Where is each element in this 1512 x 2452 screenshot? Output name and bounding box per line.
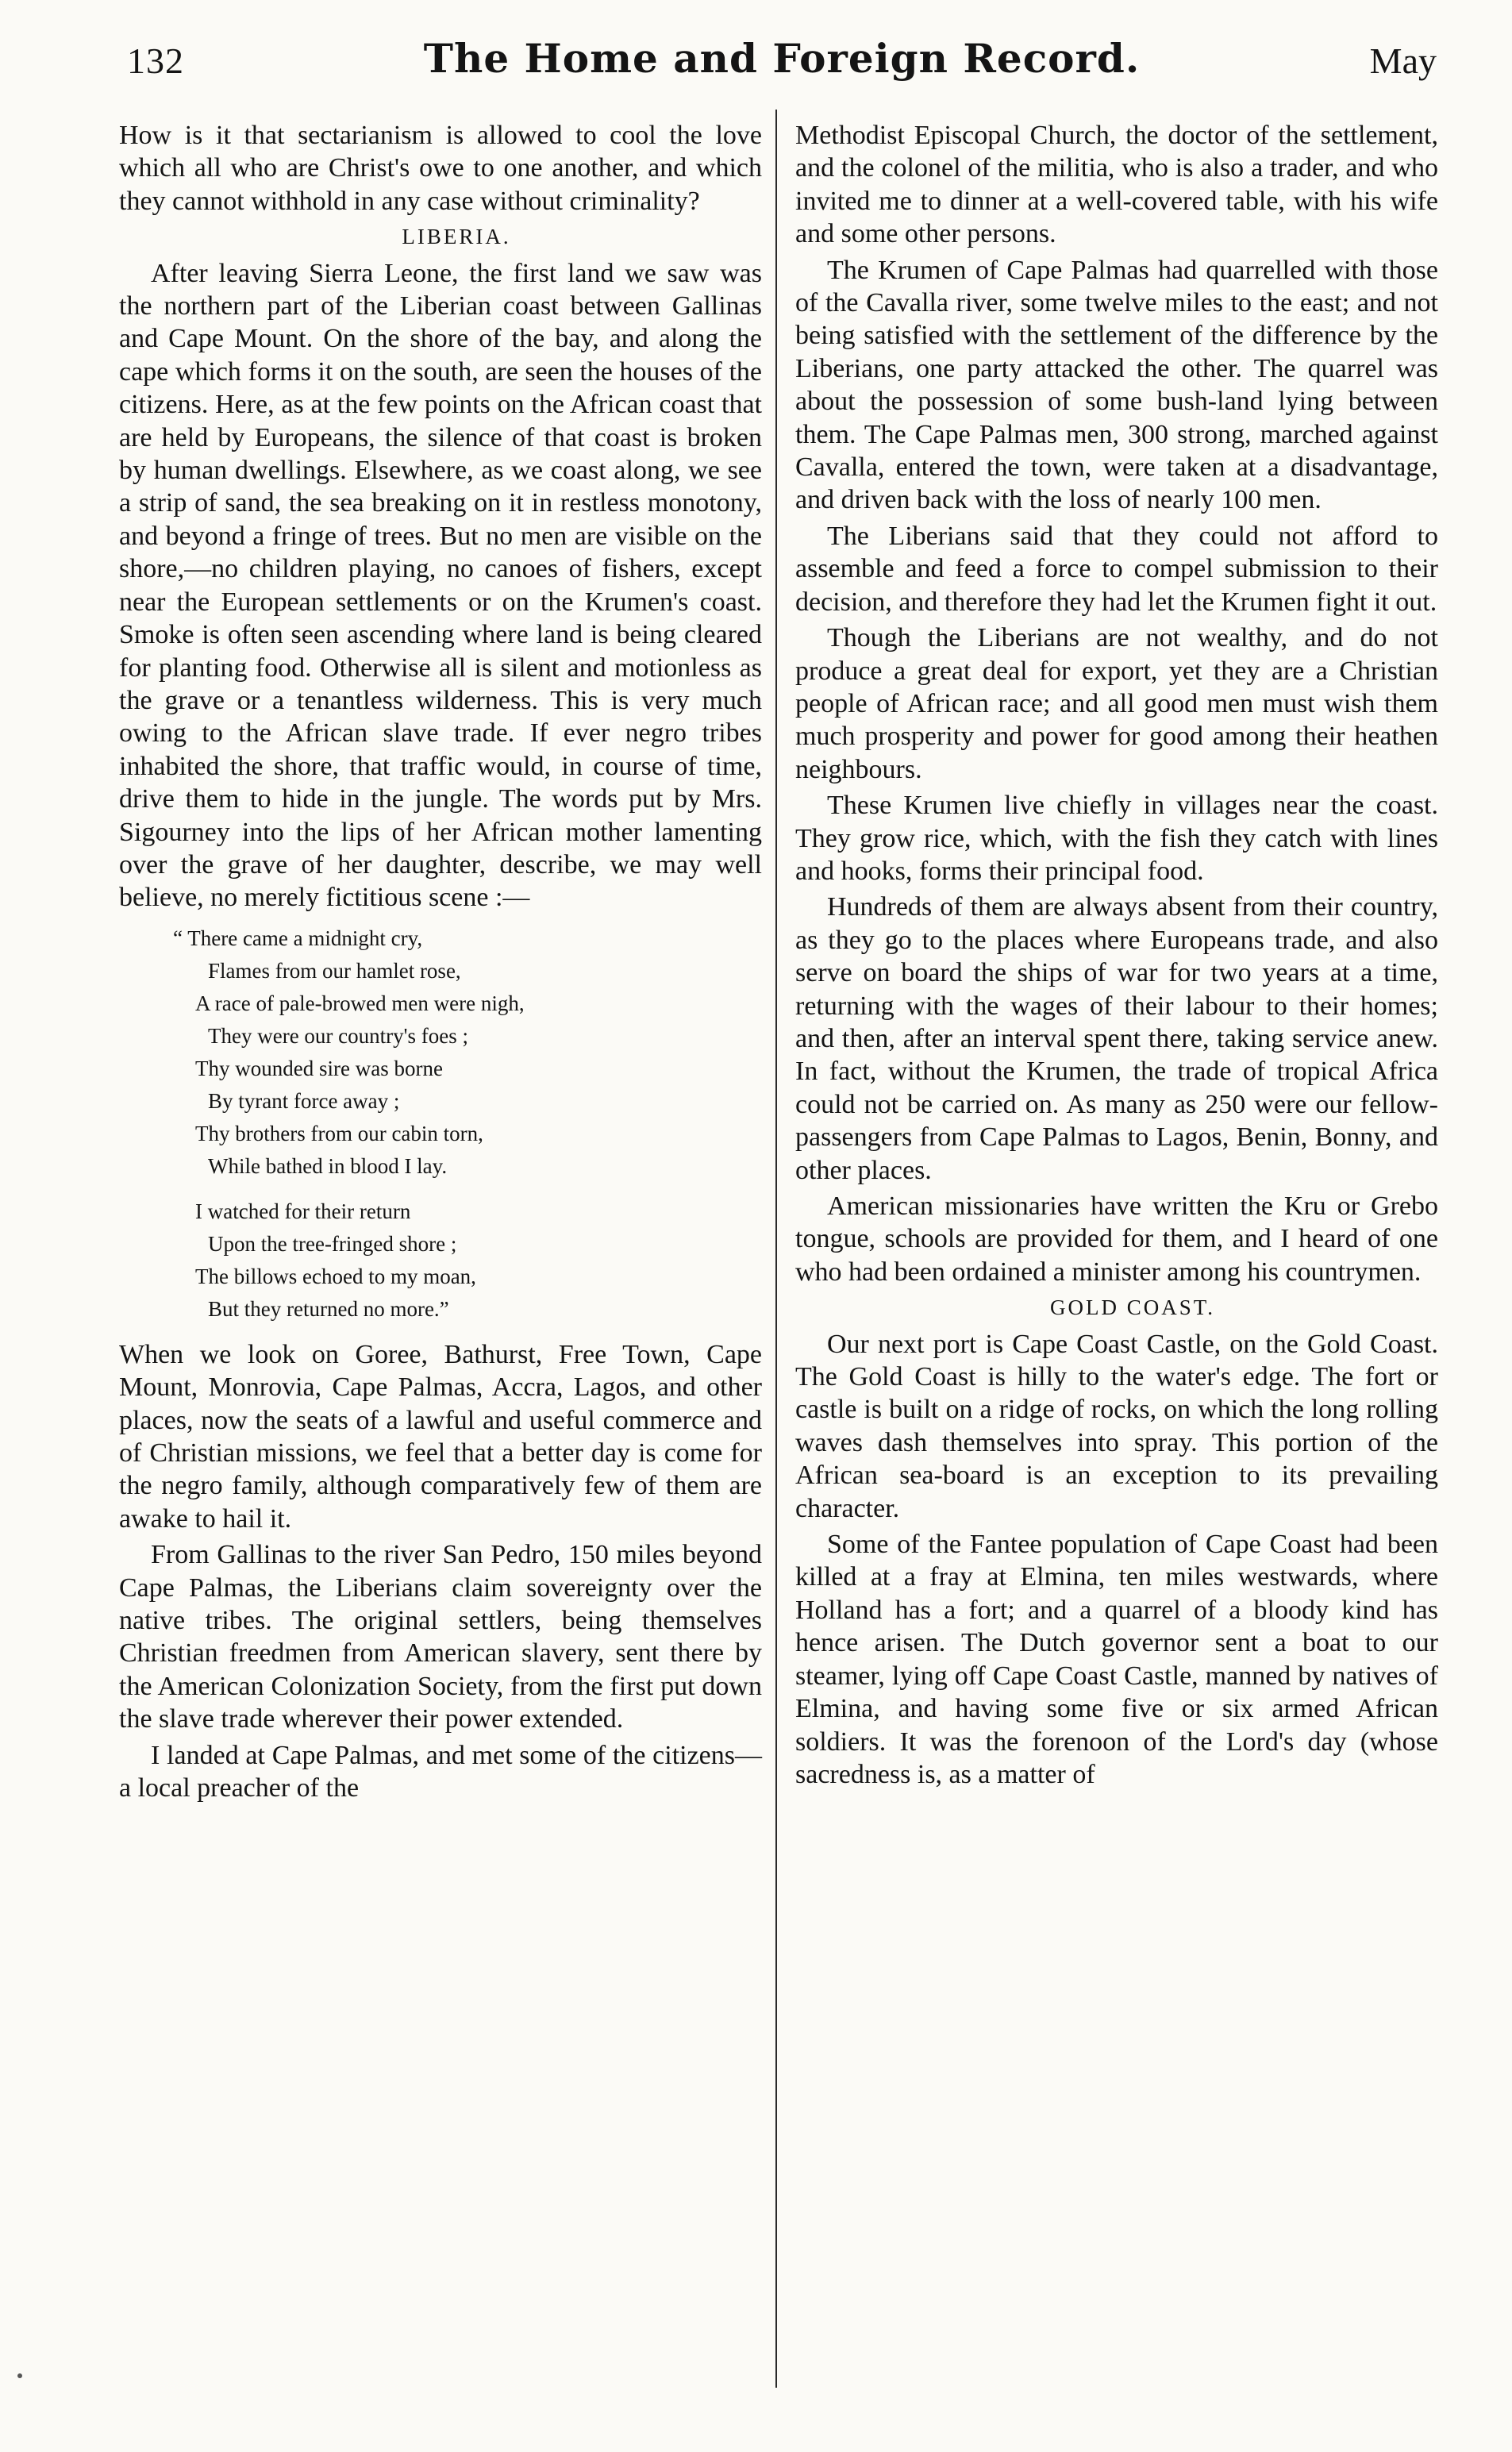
paragraph: The Krumen of Cape Palmas had quarrelled with those of the Cavalla river, some twelve miles to the east; and not being satisfied with the settlement of the difference by the Liberians, one party attacked the other. The quarrel was about the possession of some bush-land lying between them. The Cape Palmas men, 300 strong, marched against Cavalla, entered the town, were taken at a disadvantage, and driven back with the loss of nearly 100 men. [795, 255, 1438, 515]
paragraph: From Gallinas to the river San Pedro, 150 miles beyond Cape Palmas, the Liberians claim sovereignty over the native tribes. The original settlers, being themselves Christian freedmen from American slavery, sent there by the American Colonization Society, from the first put down the slave trade wherever their power extended. [119, 1540, 762, 1734]
poem-line: By tyrant force away ; [208, 1088, 400, 1113]
poem-line: I watched for their return [195, 1199, 411, 1223]
poem-line: Thy brothers from our cabin torn, [195, 1121, 483, 1145]
header-month: May [1369, 40, 1437, 81]
paragraph: How is it that sectarianism is allowed to cool the love which all who are Christ's owe to one another, and which they cannot withhold in any case without criminality? [119, 121, 762, 216]
paragraph: I landed at Cape Palmas, and met some of the citizens—a local preacher of the [119, 1740, 762, 1803]
poem-line: Upon the tree-fringed shore ; [208, 1231, 457, 1256]
poem-line: A race of pale-browed men were nigh, [195, 991, 525, 1015]
section-heading-gold-coast: GOLD COAST. [1050, 1295, 1215, 1320]
paragraph: Though the Liberians are not wealthy, and do not produce a great deal for export, yet they are a Christian people of African race; and all good men must wish them much prosperity and power for good among their heathen neighbours. [795, 623, 1438, 784]
poem-line: Flames from our hamlet rose, [208, 958, 461, 983]
paragraph: Hundreds of them are always absent from their country, as they go to the places where Europeans trade, and also serve on board the ships of war for two years at a time, returning with the wages of their labour to their homes; and then, after an interval spent there, taking service anew. In fact, without the Krumen, the trade of tropical Africa could not be carried on. As many as 250 were our fellow-passengers from Cape Palmas to Lagos, Benin, Bonny, and other places. [795, 892, 1438, 1185]
paragraph: Methodist Episcopal Church, the doctor of the settlement, and the colonel of the militia, who is also a trader, and who invited me to dinner at a well-covered table, with his wife and some other persons. [795, 121, 1438, 249]
paragraph: After leaving Sierra Leone, the first land we saw was the northern part of the Liberian coast between Gallinas and Cape Mount. On the shore of the bay, and along the cape which forms it on the south, are seen the houses of the citizens. Here, as at the few points on the African coast that are held by Europeans, the silence of that coast is broken by human dwellings. Elsewhere, as we coast along, we see a strip of sand, the sea breaking on it in restless monotony, and beyond a fringe of trees. But no men are visible on the shore,—no children playing, no canoes of fishers, except near the European settlements or on the Krumen's coast. Smoke is often seen ascending where land is being cleared for planting food. Otherwise all is silent and motionless as the grave or a tenantless wilderness. This is very much owing to the African slave trade. If ever negro tribes inhabited the shore, that traffic would, in course of time, drive them to hide in the jungle. The words put by Mrs. Sigourney into the lips of her African mother lamenting over the grave of her daughter, describe, we may well believe, no merely fictitious scene :— [119, 258, 762, 913]
page-header [127, 35, 1437, 98]
paragraph: These Krumen live chiefly in villages near the coast. They grow rice, which, with the fish they catch with lines and hooks, forms their principal food. [795, 791, 1438, 886]
poem-line: The billows echoed to my moan, [195, 1264, 476, 1288]
poem-stanza [119, 922, 762, 1183]
paragraph: The Liberians said that they could not afford to assemble and feed a force to compel submission to their decision, and therefore they had let the Krumen fight it out. [795, 521, 1438, 617]
right-column [795, 119, 1438, 1794]
poem-line: But they returned no more.” [208, 1296, 449, 1321]
left-column [119, 119, 762, 1807]
poem-quotation [119, 922, 762, 1326]
page-edge-mark [17, 2373, 22, 2378]
column-divider [775, 110, 777, 2388]
poem-line: Thy wounded sire was borne [195, 1056, 443, 1080]
paragraph: Our next port is Cape Coast Castle, on the Gold Coast. The Gold Coast is hilly to the water's edge. The fort or castle is built on a ridge of rocks, on which the long rolling waves dash themselves into spray. This portion of the African sea-board is an exception to its prevailing character. [795, 1329, 1438, 1523]
poem-line: They were our country's foes ; [208, 1023, 469, 1048]
journal-title: The Home and Foreign Record. [423, 35, 1141, 82]
paragraph: Some of the Fantee population of Cape Coast had been killed at a fray at Elmina, ten miles westwards, where Holland has a fort; and a quarrel of a bloody kind has hence arisen. The Dutch governor sent a boat to our steamer, lying off Cape Coast Castle, manned by natives of Elmina, and having some five or six armed African soldiers. It was the forenoon of the Lord's day (whose sacredness is, as a matter of [795, 1530, 1438, 1789]
poem-line: “ There came a midnight cry, [173, 926, 423, 950]
page-number: 132 [127, 40, 184, 81]
poem-line: While bathed in blood I lay. [208, 1153, 448, 1178]
paragraph: American missionaries have written the Kru or Grebo tongue, schools are provided for them, and I heard of one who had been ordained a minister among his countrymen. [795, 1191, 1438, 1287]
section-heading-liberia: LIBERIA. [402, 225, 511, 249]
poem-stanza [119, 1195, 762, 1326]
paragraph: When we look on Goree, Bathurst, Free Town, Cape Mount, Monrovia, Cape Palmas, Accra, Lagos, and other places, now the seats of a lawful and useful commerce and of Christian missions, we feel that a better day is come for the negro family, although comparatively few of them are awake to hail it. [119, 1339, 762, 1534]
